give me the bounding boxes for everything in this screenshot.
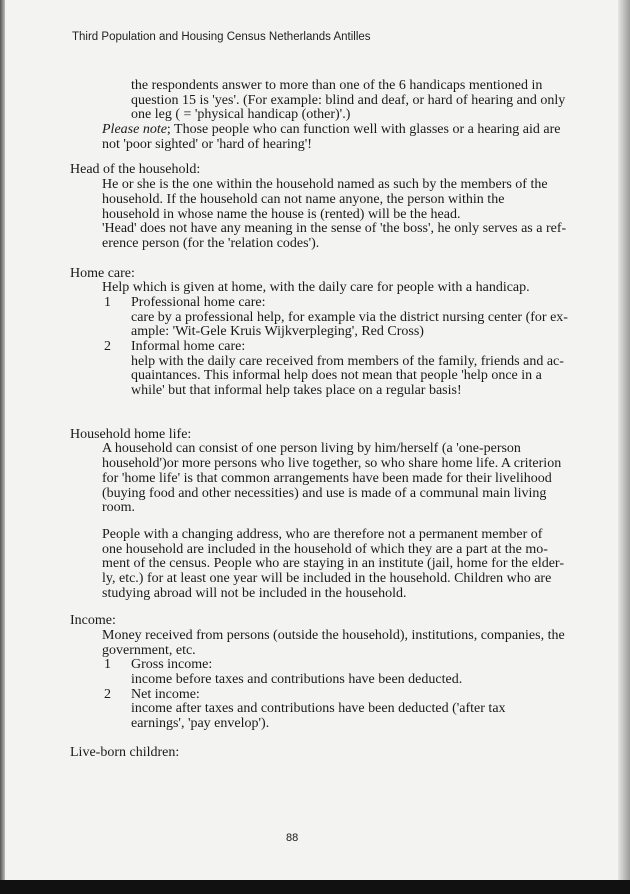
list-item-header bbox=[104, 658, 630, 673]
text-line: household in whose name the house is (rented) will be the head. bbox=[102, 206, 461, 222]
intro-paragraph bbox=[0, 79, 630, 152]
section-household-home-life bbox=[0, 428, 630, 602]
text-line: one leg ( = 'physical handicap (other)'.) bbox=[131, 107, 351, 123]
note-label: Please note bbox=[102, 122, 167, 138]
text-line: (buying food and other necessities) and use is made of a communal main living bbox=[102, 485, 547, 501]
section-title: Income: bbox=[70, 613, 116, 629]
text-line: room. bbox=[102, 500, 136, 516]
section-title: Live-born children: bbox=[70, 744, 180, 760]
list-label: Professional home care: bbox=[131, 294, 266, 310]
text-line: not 'poor sighted' or 'hard of hearing'! bbox=[102, 136, 312, 152]
text-line: the respondents answer to more than one of the 6 handicaps mentioned in bbox=[131, 78, 543, 93]
text-line: government, etc. bbox=[102, 642, 196, 658]
list-number: 2 bbox=[104, 686, 111, 702]
section-home-care bbox=[0, 267, 630, 399]
text-line: ly, etc.) for at least one year will be included in the household. Children who are bbox=[102, 570, 552, 586]
section-title: Head of the household: bbox=[70, 162, 201, 178]
text-line: Money received from persons (outside the household), institutions, companies, the bbox=[102, 628, 565, 643]
list-number: 1 bbox=[104, 657, 111, 673]
text-line: household')or more persons who live together, so who share home life. A criterion bbox=[102, 456, 562, 472]
text-line: one household are included in the household of which they are a part at the mo- bbox=[102, 541, 548, 557]
note-line bbox=[102, 123, 630, 138]
section-income bbox=[0, 614, 630, 732]
text-line: question 15 is 'yes'. (For example: blind and deaf, or hard of hearing and only bbox=[131, 92, 566, 108]
section-head-of-household bbox=[0, 163, 630, 251]
text-line: People with a changing address, who are therefore not a permanent member of bbox=[102, 526, 543, 542]
text-line: help with the daily care received from members of the family, friends and ac- bbox=[131, 353, 564, 369]
page-number: 88 bbox=[286, 832, 299, 844]
text-line: ment of the census. People who are staying in an institute (jail, home for the elder- bbox=[102, 556, 564, 572]
text-line: for 'home life' is that common arrangements have been made for their livelihood bbox=[102, 470, 552, 486]
text-line: studying abroad will not be included in the household. bbox=[102, 585, 407, 601]
text-line: Help which is given at home, with the daily care for people with a handicap. bbox=[102, 280, 530, 296]
text-line: A household can consist of one person living by him/herself (a 'one-person bbox=[102, 441, 521, 457]
text-line: income after taxes and contributions have been deducted ('after tax bbox=[131, 701, 506, 717]
text-line: quaintances. This informal help does not mean that people 'help once in a bbox=[131, 368, 542, 384]
section-title: Home care: bbox=[70, 265, 135, 281]
list-number: 2 bbox=[104, 339, 111, 354]
list-number: 1 bbox=[104, 294, 111, 310]
text-line: earnings', 'pay envelop'). bbox=[131, 716, 270, 732]
text-line: ample: 'Wit-Gele Kruis Wijkverpleging', Red Cross) bbox=[131, 324, 424, 340]
section-live-born-children bbox=[0, 746, 630, 761]
list-item-header bbox=[104, 296, 630, 311]
section-title: Household home life: bbox=[70, 426, 192, 442]
list-label: Gross income: bbox=[131, 657, 213, 673]
text-line: care by a professional help, for example via the district nursing center (for ex- bbox=[131, 309, 568, 325]
text-line: He or she is the one within the household named as such by the members of the bbox=[102, 177, 548, 193]
running-header: Third Population and Housing Census Netherlands Antilles bbox=[72, 31, 371, 43]
text-line: income before taxes and contributions have been deducted. bbox=[131, 672, 463, 688]
text-line: erence person (for the 'relation codes'). bbox=[102, 235, 320, 251]
page-body bbox=[0, 79, 630, 761]
text-line: household. If the household can not name anyone, the person within the bbox=[102, 191, 505, 207]
note-text: ; Those people who can function well with glasses or a hearing aid are bbox=[166, 122, 561, 138]
list-label: Net income: bbox=[131, 686, 200, 702]
list-item-header bbox=[104, 340, 630, 355]
text-line: while' but that informal help takes place on a regular basis! bbox=[131, 383, 462, 399]
page-edge-bottom bbox=[0, 880, 630, 894]
text-line: 'Head' does not have any meaning in the sense of 'the boss', he only serves as a ref- bbox=[102, 221, 567, 237]
list-label: Informal home care: bbox=[131, 339, 246, 354]
list-item-header bbox=[104, 688, 630, 703]
